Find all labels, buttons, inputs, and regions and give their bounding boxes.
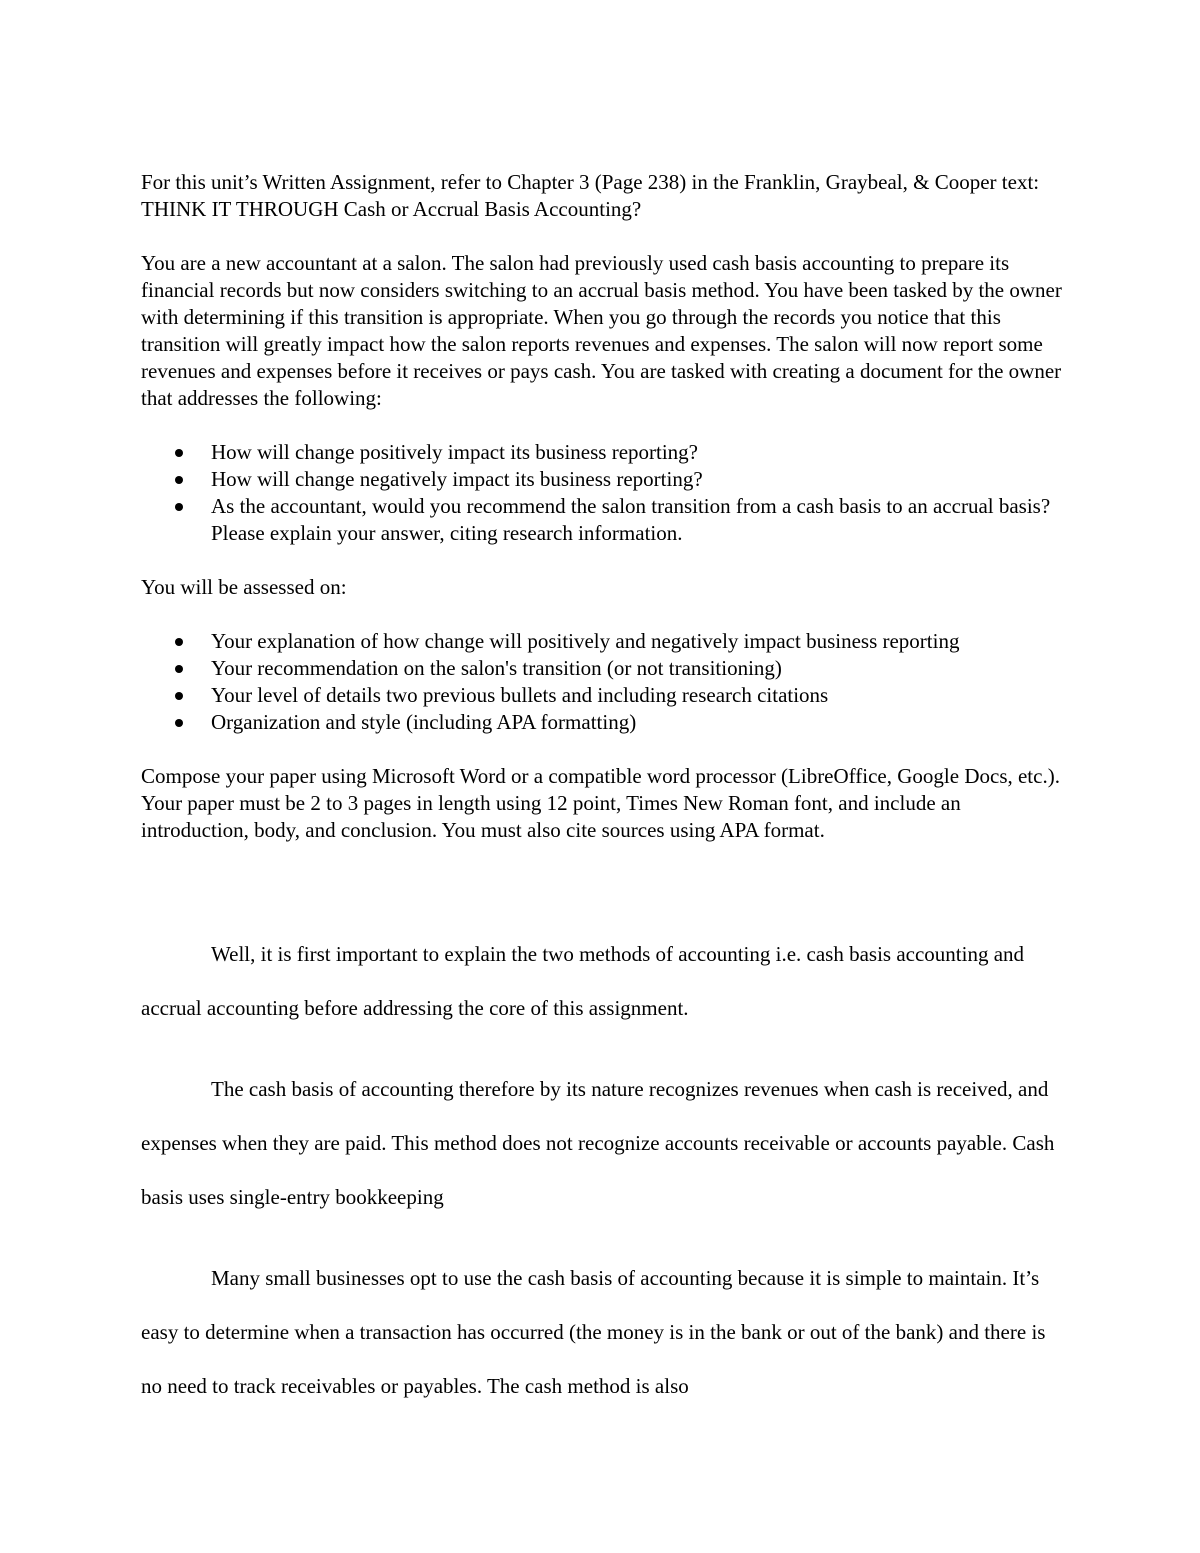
bullet-icon xyxy=(175,719,183,727)
criteria-list xyxy=(141,628,1071,736)
criteria-text: Your explanation of how change will positively and negatively impact business reporting xyxy=(211,629,960,653)
assignment-instructions: Compose your paper using Microsoft Word or a compatible word processor (LibreOffice, Google Docs, etc.). Your paper must be 2 to 3 pages in length using 12 point, Times New Roman font, and include an introduction, body, and conclusion. You must also cite sources using APA format. xyxy=(141,764,1060,842)
question-text: How will change negatively impact its business reporting? xyxy=(211,467,703,491)
question-text: How will change positively impact its business reporting? xyxy=(211,440,698,464)
bullet-icon xyxy=(175,692,183,700)
bullet-icon xyxy=(175,665,183,673)
assignment-intro: For this unit’s Written Assignment, refer to Chapter 3 (Page 238) in the Franklin, Graybeal, & Cooper text: THINK IT THROUGH Cash or Accrual Basis Accounting? xyxy=(141,170,1040,221)
criteria-item xyxy=(141,682,1071,709)
assessed-intro: You will be assessed on: xyxy=(141,575,347,599)
bullet-icon xyxy=(175,476,183,484)
criteria-item xyxy=(141,628,1071,655)
question-item xyxy=(141,466,1071,493)
bullet-icon xyxy=(175,503,183,511)
question-list xyxy=(141,439,1071,547)
criteria-text: Your level of details two previous bullets and including research citations xyxy=(211,683,829,707)
assignment-scenario: You are a new accountant at a salon. The salon had previously used cash basis accounting to prepare its financial records but now considers switching to an accrual basis method. You have been tasked by the owner with determining if this transition is appropriate. When you go through the records you notice that this transition will greatly impact how the salon reports revenues and expenses. The salon will now report some revenues and expenses before it receives or pays cash. You are tasked with creating a document for the owner that addresses the following: xyxy=(141,251,1062,410)
essay-paragraph: Many small businesses opt to use the cash basis of accounting because it is simple to maintain. It’s easy to determine when a transaction has occurred (the money is in the bank or out of the bank) and there is no need to track receivables or payables. The cash method is also xyxy=(141,1266,1046,1398)
criteria-text: Organization and style (including APA formatting) xyxy=(211,710,637,734)
question-item xyxy=(141,439,1071,466)
essay-body xyxy=(141,927,1071,1440)
question-item xyxy=(141,493,1071,547)
essay-paragraph: The cash basis of accounting therefore by its nature recognizes revenues when cash is received, and expenses when they are paid. This method does not recognize accounts receivable or accounts payable. Cash basis uses single-entry bookkeeping xyxy=(141,1077,1055,1209)
criteria-text: Your recommendation on the salon's transition (or not transitioning) xyxy=(211,656,782,680)
assignment-prompt xyxy=(141,169,1071,871)
essay-paragraph: Well, it is first important to explain the two methods of accounting i.e. cash basis accounting and accrual accounting before addressing the core of this assignment. xyxy=(141,942,1025,1020)
bullet-icon xyxy=(175,638,183,646)
criteria-item xyxy=(141,655,1071,682)
question-text: As the accountant, would you recommend the salon transition from a cash basis to an accrual basis? Please explain your answer, citing research information. xyxy=(211,494,1051,545)
criteria-item xyxy=(141,709,1071,736)
bullet-icon xyxy=(175,449,183,457)
